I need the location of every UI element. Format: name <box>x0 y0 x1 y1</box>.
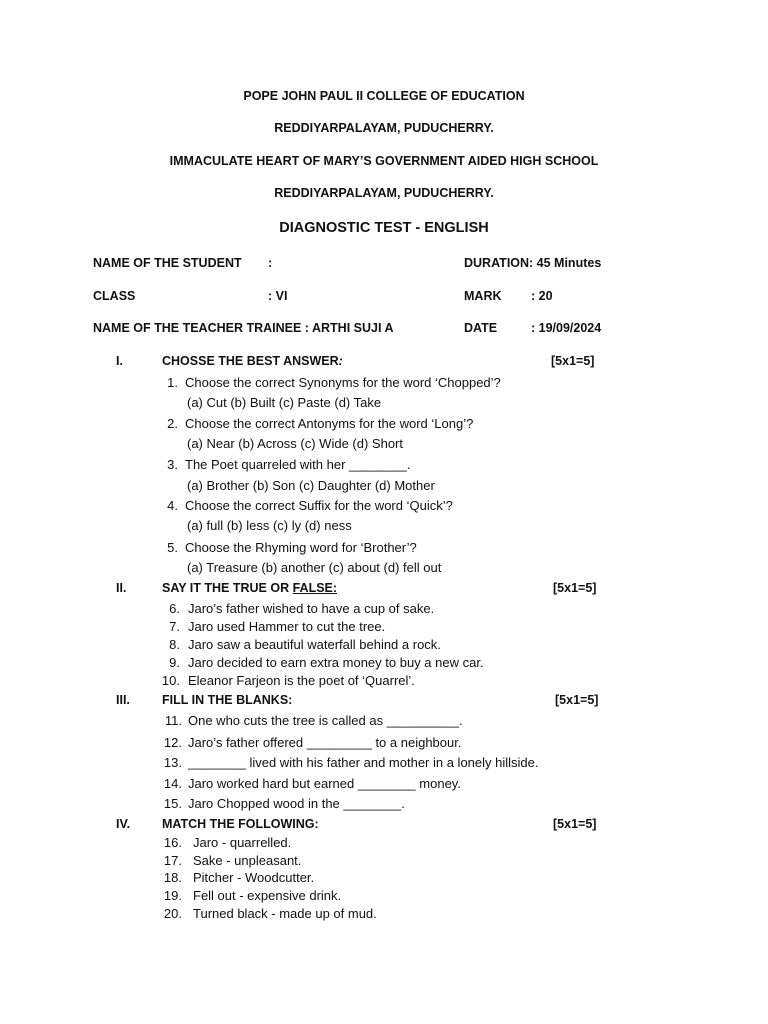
question-number: 5. <box>167 540 178 555</box>
item-number: 8. <box>169 637 180 652</box>
college-place: REDDIYARPALAYAM, PUDUCHERRY. <box>274 121 494 135</box>
section-1-marks: [5x1=5] <box>551 354 595 368</box>
mark-label: MARK <box>464 289 502 303</box>
question-number: 3. <box>167 457 178 472</box>
section-1-title: CHOSSE THE BEST ANSWER: <box>162 354 343 368</box>
question-options: (a) full (b) less (c) ly (d) ness <box>187 518 352 533</box>
section-3-numeral: III. <box>116 693 130 707</box>
item-text: Jaro Chopped wood in the ________. <box>188 796 405 811</box>
question-options: (a) Near (b) Across (c) Wide (d) Short <box>187 436 403 451</box>
item-text: Pitcher - Woodcutter. <box>193 870 315 885</box>
item-text: Jaro used Hammer to cut the tree. <box>188 619 386 634</box>
date-value: : 19/09/2024 <box>531 321 602 335</box>
section-1-numeral: I. <box>116 354 123 368</box>
item-text: Jaro’s father offered _________ to a neighbour. <box>188 735 462 750</box>
item-text: Jaro - quarrelled. <box>193 835 292 850</box>
section-3-marks: [5x1=5] <box>555 693 599 707</box>
item-text: ________ lived with his father and mother in a lonely hillside. <box>188 755 539 770</box>
item-number: 11. <box>164 713 182 728</box>
question-options: (a) Cut (b) Built (c) Paste (d) Take <box>187 395 382 410</box>
question-number: 2. <box>167 416 178 431</box>
item-text: One who cuts the tree is called as __________. <box>188 713 463 728</box>
item-number: 15. <box>163 796 182 811</box>
item-number: 18. <box>163 870 182 885</box>
item-text: Sake - unpleasant. <box>193 853 302 868</box>
section-4-numeral: IV. <box>116 817 131 831</box>
question-number: 1. <box>167 375 178 390</box>
item-number: 10. <box>161 673 180 688</box>
question-text: Choose the correct Antonyms for the word ‘Long’? <box>185 416 474 431</box>
question-text: Choose the Rhyming word for ‘Brother’? <box>185 540 417 555</box>
item-number: 17. <box>163 853 182 868</box>
question-text: Choose the correct Suffix for the word ‘Quick’? <box>185 498 453 513</box>
teacher-trainee: NAME OF THE TEACHER TRAINEE : ARTHI SUJI A <box>93 321 394 335</box>
page-title: DIAGNOSTIC TEST - ENGLISH <box>279 220 489 236</box>
question-options: (a) Brother (b) Son (c) Daughter (d) Mother <box>187 478 435 493</box>
item-number: 16. <box>163 835 182 850</box>
item-number: 7. <box>169 619 180 634</box>
item-text: Jaro decided to earn extra money to buy a new car. <box>188 655 484 670</box>
item-text: Jaro’s father wished to have a cup of sake. <box>188 601 435 616</box>
date-label: DATE <box>464 321 498 335</box>
item-number: 20. <box>163 906 182 921</box>
item-text: Fell out - expensive drink. <box>193 888 342 903</box>
class-value: : VI <box>268 289 288 303</box>
section-4-marks: [5x1=5] <box>553 817 597 831</box>
question-number: 4. <box>167 498 178 513</box>
question-text: The Poet quarreled with her ________. <box>185 457 411 472</box>
item-number: 13. <box>163 755 182 770</box>
mark-value: : 20 <box>531 289 553 303</box>
item-number: 12. <box>163 735 182 750</box>
duration: DURATION: 45 Minutes <box>464 256 602 270</box>
item-number: 14. <box>163 776 182 791</box>
section-2-title: SAY IT THE TRUE OR FALSE: <box>162 581 338 595</box>
student-colon: : <box>268 256 273 270</box>
question-text: Choose the correct Synonyms for the word ‘Chopped’? <box>185 375 501 390</box>
item-number: 6. <box>169 601 180 616</box>
student-label: NAME OF THE STUDENT <box>93 256 242 270</box>
college-name: POPE JOHN PAUL II COLLEGE OF EDUCATION <box>243 89 525 103</box>
item-text: Jaro worked hard but earned ________ money. <box>188 776 461 791</box>
item-number: 9. <box>169 655 180 670</box>
section-2-marks: [5x1=5] <box>553 581 597 595</box>
section-2-numeral: II. <box>116 581 127 595</box>
item-text: Eleanor Farjeon is the poet of ‘Quarrel’. <box>188 673 415 688</box>
item-text: Jaro saw a beautiful waterfall behind a rock. <box>188 637 441 652</box>
school-place: REDDIYARPALAYAM, PUDUCHERRY. <box>274 186 494 200</box>
item-number: 19. <box>163 888 182 903</box>
class-label: CLASS <box>93 289 136 303</box>
item-text: Turned black - made up of mud. <box>193 906 377 921</box>
section-4-title: MATCH THE FOLLOWING: <box>162 817 319 831</box>
section-3-title: FILL IN THE BLANKS: <box>162 693 293 707</box>
school-name: IMMACULATE HEART OF MARY’S GOVERNMENT AIDED HIGH SCHOOL <box>169 154 599 168</box>
question-options: (a) Treasure (b) another (c) about (d) fell out <box>187 560 442 575</box>
